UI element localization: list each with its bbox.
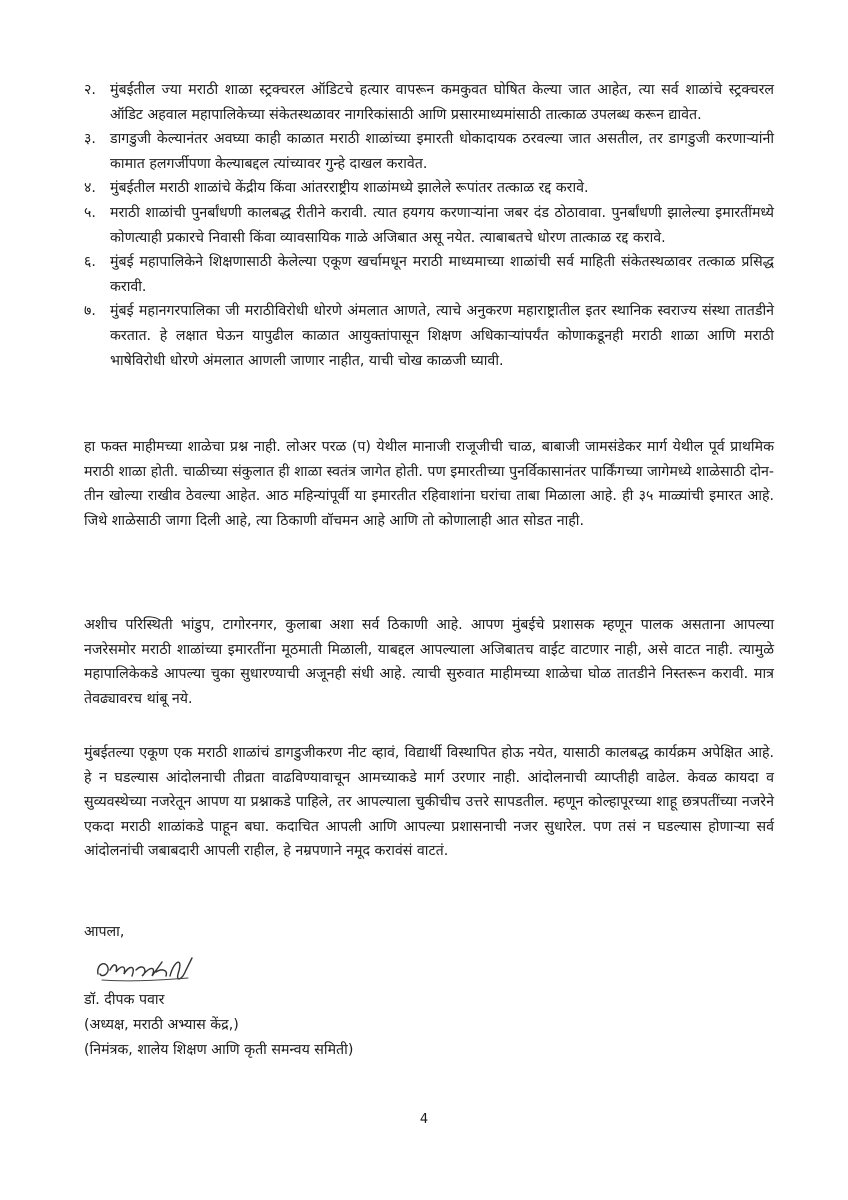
closing-salutation: आपला,: [84, 924, 125, 940]
item-text: मराठी शाळांची पुनर्बांधणी कालबद्ध रीतीने करावी. त्यात हयगय करणाऱ्यांना जबर दंड ठोठावावा. पुनर्बांधणी झालेल्या इमारतींमध्ये कोणत्याही प्रकारचे निवासी किंवा व्यावसायिक गाळे अजिबात असू नयेत. त्याबाबतचे धोरण तात्काळ रद्द करावे.: [110, 204, 774, 246]
list-item: [84, 176, 774, 201]
item-text: मुंबईतील ज्या मराठी शाळा स्ट्रक्चरल ऑडिटचे हत्यार वापरून कमकुवत घोषित केल्या जात आहेत, त्या सर्व शाळांचे स्ट्रक्चरल ऑडिट अहवाल महापालिकेच्या संकेतस्थळावर नागरिकांसाठी आणि प्रसारमाध्यमांसाठी तात्काळ उपलब्ध करून द्यावेत.: [110, 82, 774, 123]
signatory-block: [84, 988, 353, 1063]
item-number: ५.: [84, 204, 96, 221]
item-number: ७.: [84, 303, 96, 320]
body-paragraph-demand: मुंबईतल्या एकूण एक मराठी शाळांचं डागडुजीकरण नीट व्हावं, विद्यार्थी विस्थापित होऊ नयेत, यासाठी कालबद्ध कार्यक्रम अपेक्षित आहे. हे न घडल्यास आंदोलनाची तीव्रता वाढविण्यावाचून आमच्याकडे मार्ग उरणार नाही. आंदोलनाची व्याप्तीही वाढेल. केवळ कायदा व सुव्यवस्थेच्या नजरेतून आपण या प्रश्नाकडे पाहिले, तर आपल्याला चुकीचीच उत्तरे सापडतील. म्हणून कोल्हापूरच्या शाहू छत्रपतींच्या नजरेने एकदा मराठी शाळांकडे पाहून बघा. कदाचित आपली आणि आपल्या प्रशासनाची नजर सुधारेल. पण तसं न घडल्यास होणाऱ्या सर्व आंदोलनांची जबाबदारी आपली राहील, हे नम्रपणाने नमूद करावंसं वाटतं.: [84, 745, 774, 860]
item-text: मुंबई महापालिकेने शिक्षणासाठी केलेल्या एकूण खर्चामधून मराठी माध्यमाच्या शाळांची सर्व माहिती संकेतस्थळावर तत्काळ प्रसिद्ध करावी.: [110, 254, 774, 295]
body-paragraph-mahim: हा फक्त माहीमच्या शाळेचा प्रश्न नाही. लोअर परळ (प) येथील मानाजी राजूजीची चाळ, बाबाजी जामसंडेकर मार्ग येथील पूर्व प्राथमिक मराठी शाळा होती. चाळीच्या संकुलात ही शाळा स्वतंत्र जागेत होती. पण इमारतीच्या पुनर्विकासानंतर पार्किंगच्या जागेमध्ये शाळेसाठी दोन-तीन खोल्या राखीव ठेवल्या आहेत. आठ महिन्यांपूर्वी या इमारतीत रहिवाशांना घरांचा ताबा मिळाला आहे. ही ३५ माळ्यांची इमारत आहे. जिथे शाळेसाठी जागा दिली आहे, त्या ठिकाणी वॉचमन आहे आणि तो कोणालाही आत सोडत नाही.: [84, 439, 774, 529]
item-text: मुंबई महानगरपालिका जी मराठीविरोधी धोरणे अंमलात आणते, त्याचे अनुकरण महाराष्ट्रातील इतर स्थानिक स्वराज्य संस्था तातडीने करतात. हे लक्षात घेऊन यापुढील काळात आयुक्तांपासून शिक्षण अधिकाऱ्यांपर्यंत कोणाकडूनही मराठी शाळा आणि मराठी भाषेविरोधी धोरणे अंमलात आणली जाणार नाहीत, याची चोख काळजी घ्यावी.: [110, 303, 774, 369]
demands-list: [84, 78, 774, 373]
item-text: मुंबईतील मराठी शाळांचे केंद्रीय किंवा आंतरराष्ट्रीय शाळांमध्ये झालेले रूपांतर तत्काळ रद्द करावे.: [110, 180, 589, 197]
item-number: ४.: [84, 180, 96, 197]
list-item: [84, 127, 774, 176]
item-number: २.: [84, 82, 96, 98]
list-item: [84, 250, 774, 299]
list-item: [84, 299, 774, 373]
item-number: ६.: [84, 254, 96, 271]
author-role-2: (निमंत्रक, शालेय शिक्षण आणि कृती समन्वय समिती): [84, 1042, 354, 1058]
body-paragraph-situation: अशीच परिस्थिती भांडुप, टागोरनगर, कुलाबा अशा सर्व ठिकाणी आहे. आपण मुंबईचे प्रशासक म्हणून पालक असताना आपल्या नजरेसमोर मराठी शाळांच्या इमारतींना मूठमाती मिळाली, याबद्दल आपल्याला अजिबातच वाईट वाटणार नाही, असे वाटत नाही. त्यामुळे महापालिकेकडे आपल्या चुका सुधारण्याची अजूनही संधी आहे. त्याची सुरुवात माहीमच्या शाळेचा घोळ तातडीने निस्तरून करावी. मात्र तेवढ्यावरच थांबू नये.: [84, 617, 774, 707]
list-item: [84, 201, 774, 250]
author-name: डॉ. दीपक पवार: [84, 992, 165, 1008]
author-role-1: (अध्यक्ष, मराठी अभ्यास केंद्र,): [84, 1017, 239, 1033]
list-item: [84, 78, 774, 127]
handwritten-signature: [92, 950, 202, 992]
item-text: डागडुजी केल्यानंतर अवघ्या काही काळात मराठी शाळांच्या इमारती धोकादायक ठरवल्या जात असतील, तर डागडुजी करणाऱ्यांनी कामात हलगर्जीपणा केल्याबद्दल त्यांच्यावर गुन्हे दाखल करावेत.: [110, 131, 774, 172]
item-number: ३.: [84, 131, 96, 148]
page-number: 4: [419, 1112, 429, 1127]
